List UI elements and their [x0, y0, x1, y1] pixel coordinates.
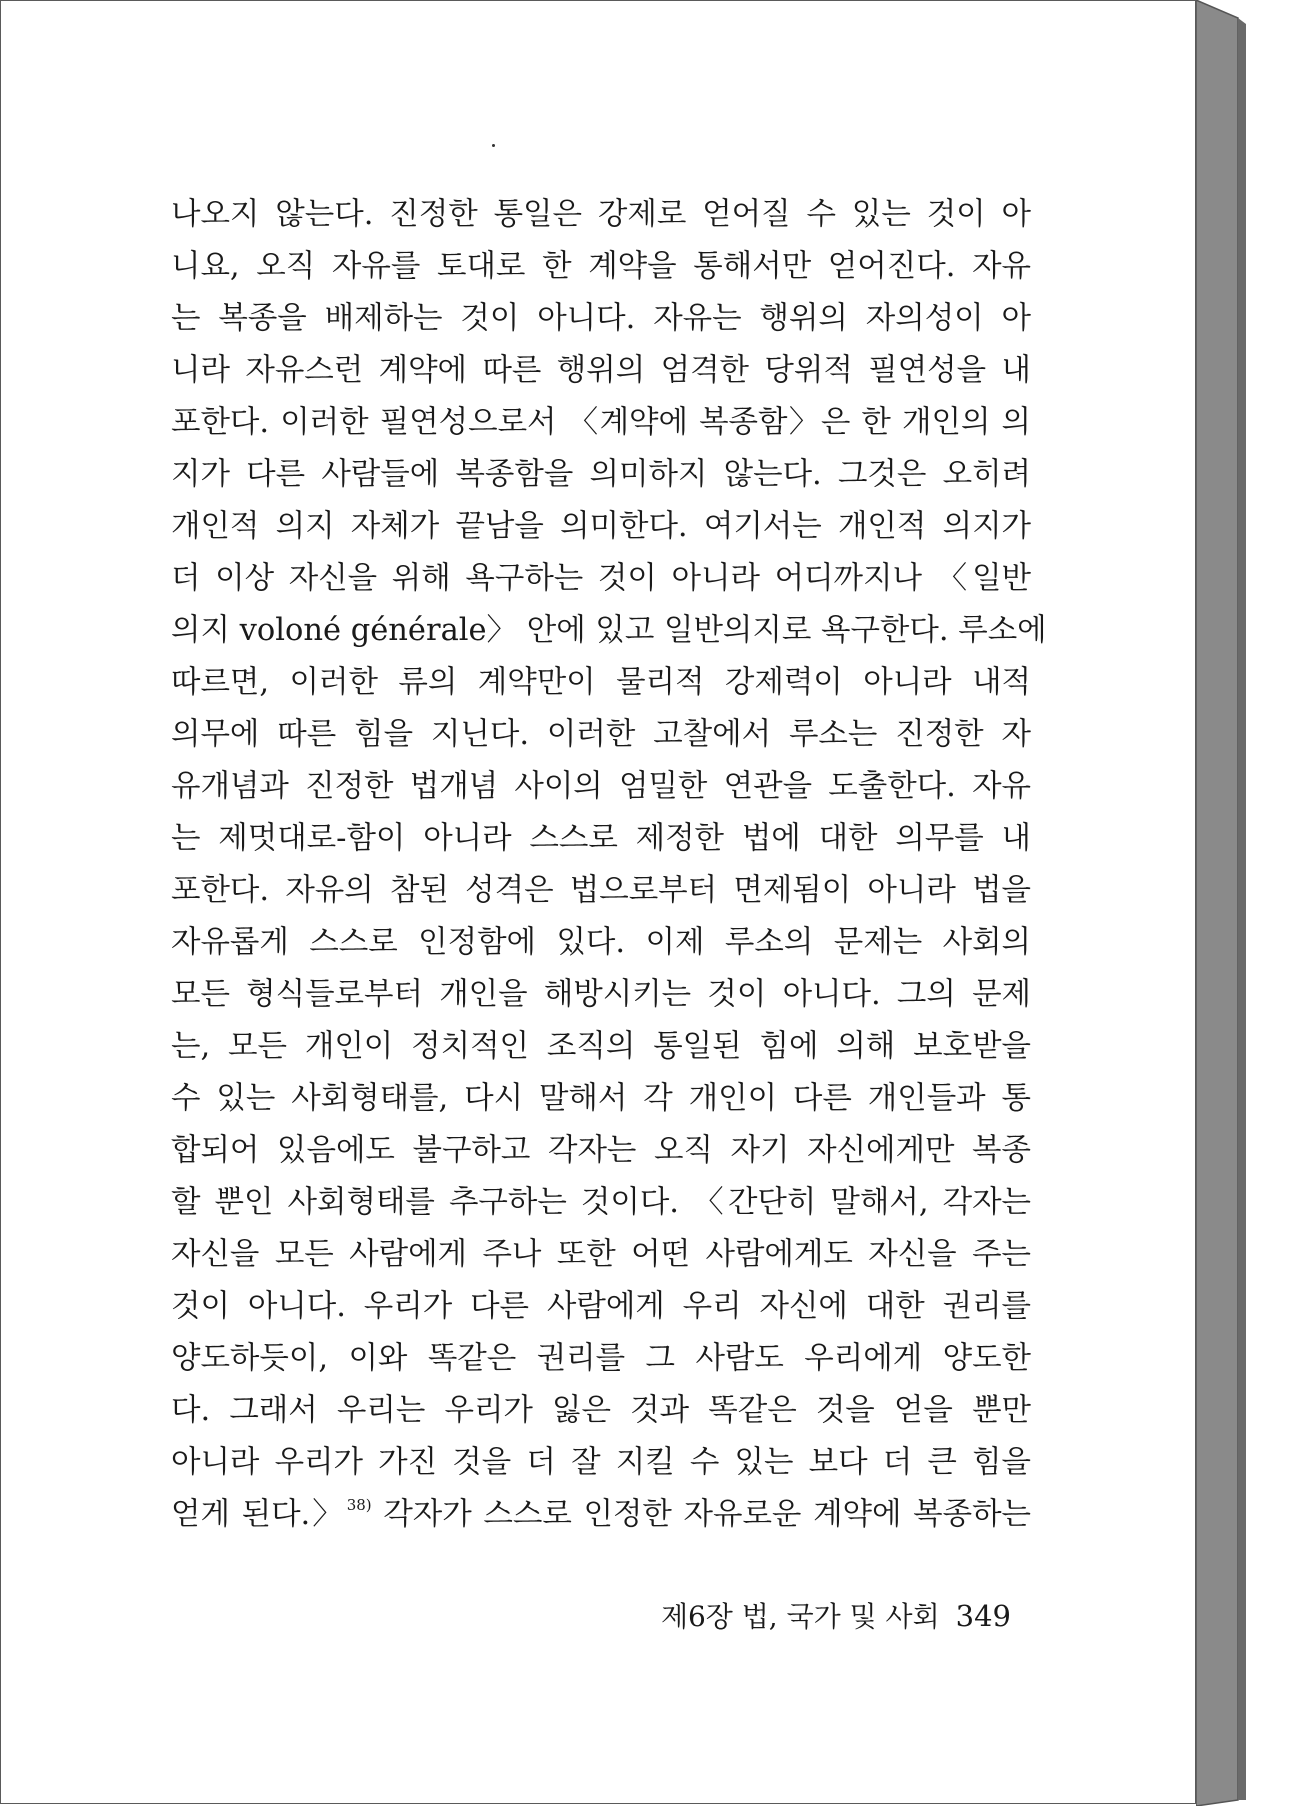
- text-line: 유개념과 진정한 법개념 사이의 엄밀한 연관을 도출한다. 자유: [171, 769, 1031, 804]
- text-line-after-footnote: 각자가 스스로 인정한 자유로운 계약에 복종하는: [371, 1497, 1031, 1532]
- text-line: 니라 자유스런 계약에 따른 행위의 엄격한 당위적 필연성을 내: [171, 353, 1031, 388]
- text-line: 나오지 않는다. 진정한 통일은 강제로 얻어질 수 있는 것이 아: [171, 197, 1031, 232]
- footnote-marker[interactable]: 38): [346, 1496, 372, 1514]
- text-line: 할 뿐인 사회형태를 추구하는 것이다. 〈간단히 말해서, 각자는: [171, 1185, 1031, 1220]
- body-text: [171, 189, 1047, 1541]
- text-line: 것이 아니다. 우리가 다른 사람에게 우리 자신에 대한 권리를: [171, 1289, 1031, 1324]
- page-number: 349: [955, 1599, 1011, 1633]
- text-line-last: [171, 1489, 1031, 1541]
- text-line: 지가 다른 사람들에 복종함을 의미하지 않는다. 그것은 오히려: [171, 457, 1031, 492]
- text-line: 포한다. 이러한 필연성으로서 〈계약에 복종함〉은 한 개인의 의: [171, 405, 1031, 440]
- book-edge-face: [1196, 0, 1238, 1806]
- book-edge-shadow: [1238, 18, 1246, 1800]
- text-line: 포한다. 자유의 참된 성격은 법으로부터 면제됨이 아니라 법을: [171, 873, 1031, 908]
- text-line: 는 제멋대로-함이 아니라 스스로 제정한 법에 대한 의무를 내: [171, 821, 1031, 856]
- text-line-before-footnote: 얻게 된다.〉: [171, 1497, 345, 1532]
- text-line: 더 이상 자신을 위해 욕구하는 것이 아니라 어디까지나 〈일반: [171, 561, 1031, 596]
- text-line: 개인적 의지 자체가 끝남을 의미한다. 여기서는 개인적 의지가: [171, 509, 1031, 544]
- text-line: 아니라 우리가 가진 것을 더 잘 지킬 수 있는 보다 더 큰 힘을: [171, 1445, 1031, 1480]
- text-line: 모든 형식들로부터 개인을 해방시키는 것이 아니다. 그의 문제: [171, 977, 1031, 1012]
- text-line: 는, 모든 개인이 정치적인 조직의 통일된 힘에 의해 보호받을: [171, 1029, 1031, 1064]
- text-line: 다. 그래서 우리는 우리가 잃은 것과 똑같은 것을 얻을 뿐만: [171, 1393, 1031, 1428]
- text-line: 수 있는 사회형태를, 다시 말해서 각 개인이 다른 개인들과 통: [171, 1081, 1031, 1116]
- text-line: 자신을 모든 사람에게 주나 또한 어떤 사람에게도 자신을 주는: [171, 1237, 1031, 1272]
- book-block-edge: [1196, 0, 1316, 1806]
- text-line: 는 복종을 배제하는 것이 아니다. 자유는 행위의 자의성이 아: [171, 301, 1031, 336]
- text-line: 니요, 오직 자유를 토대로 한 계약을 통해서만 얻어진다. 자유: [171, 249, 1031, 284]
- book-edge-graphic: [1196, 0, 1316, 1806]
- chapter-title: 제6장 법, 국가 및 사회: [660, 1600, 940, 1633]
- text-line: 따르면, 이러한 류의 계약만이 물리적 강제력이 아니라 내적: [171, 665, 1031, 700]
- text-line: 양도하듯이, 이와 똑같은 권리를 그 사람도 우리에게 양도한: [171, 1341, 1031, 1376]
- text-line: 자유롭게 스스로 인정함에 있다. 이제 루소의 문제는 사회의: [171, 925, 1031, 960]
- text-line: 의지 voloné générale〉 안에 있고 일반의지로 욕구한다. 루소에: [171, 613, 1047, 648]
- text-line: 의무에 따른 힘을 지닌다. 이러한 고찰에서 루소는 진정한 자: [171, 717, 1031, 752]
- text-line: 합되어 있음에도 불구하고 각자는 오직 자기 자신에게만 복종: [171, 1133, 1031, 1168]
- running-footer: [641, 1595, 1011, 1635]
- page-mark: [492, 144, 495, 147]
